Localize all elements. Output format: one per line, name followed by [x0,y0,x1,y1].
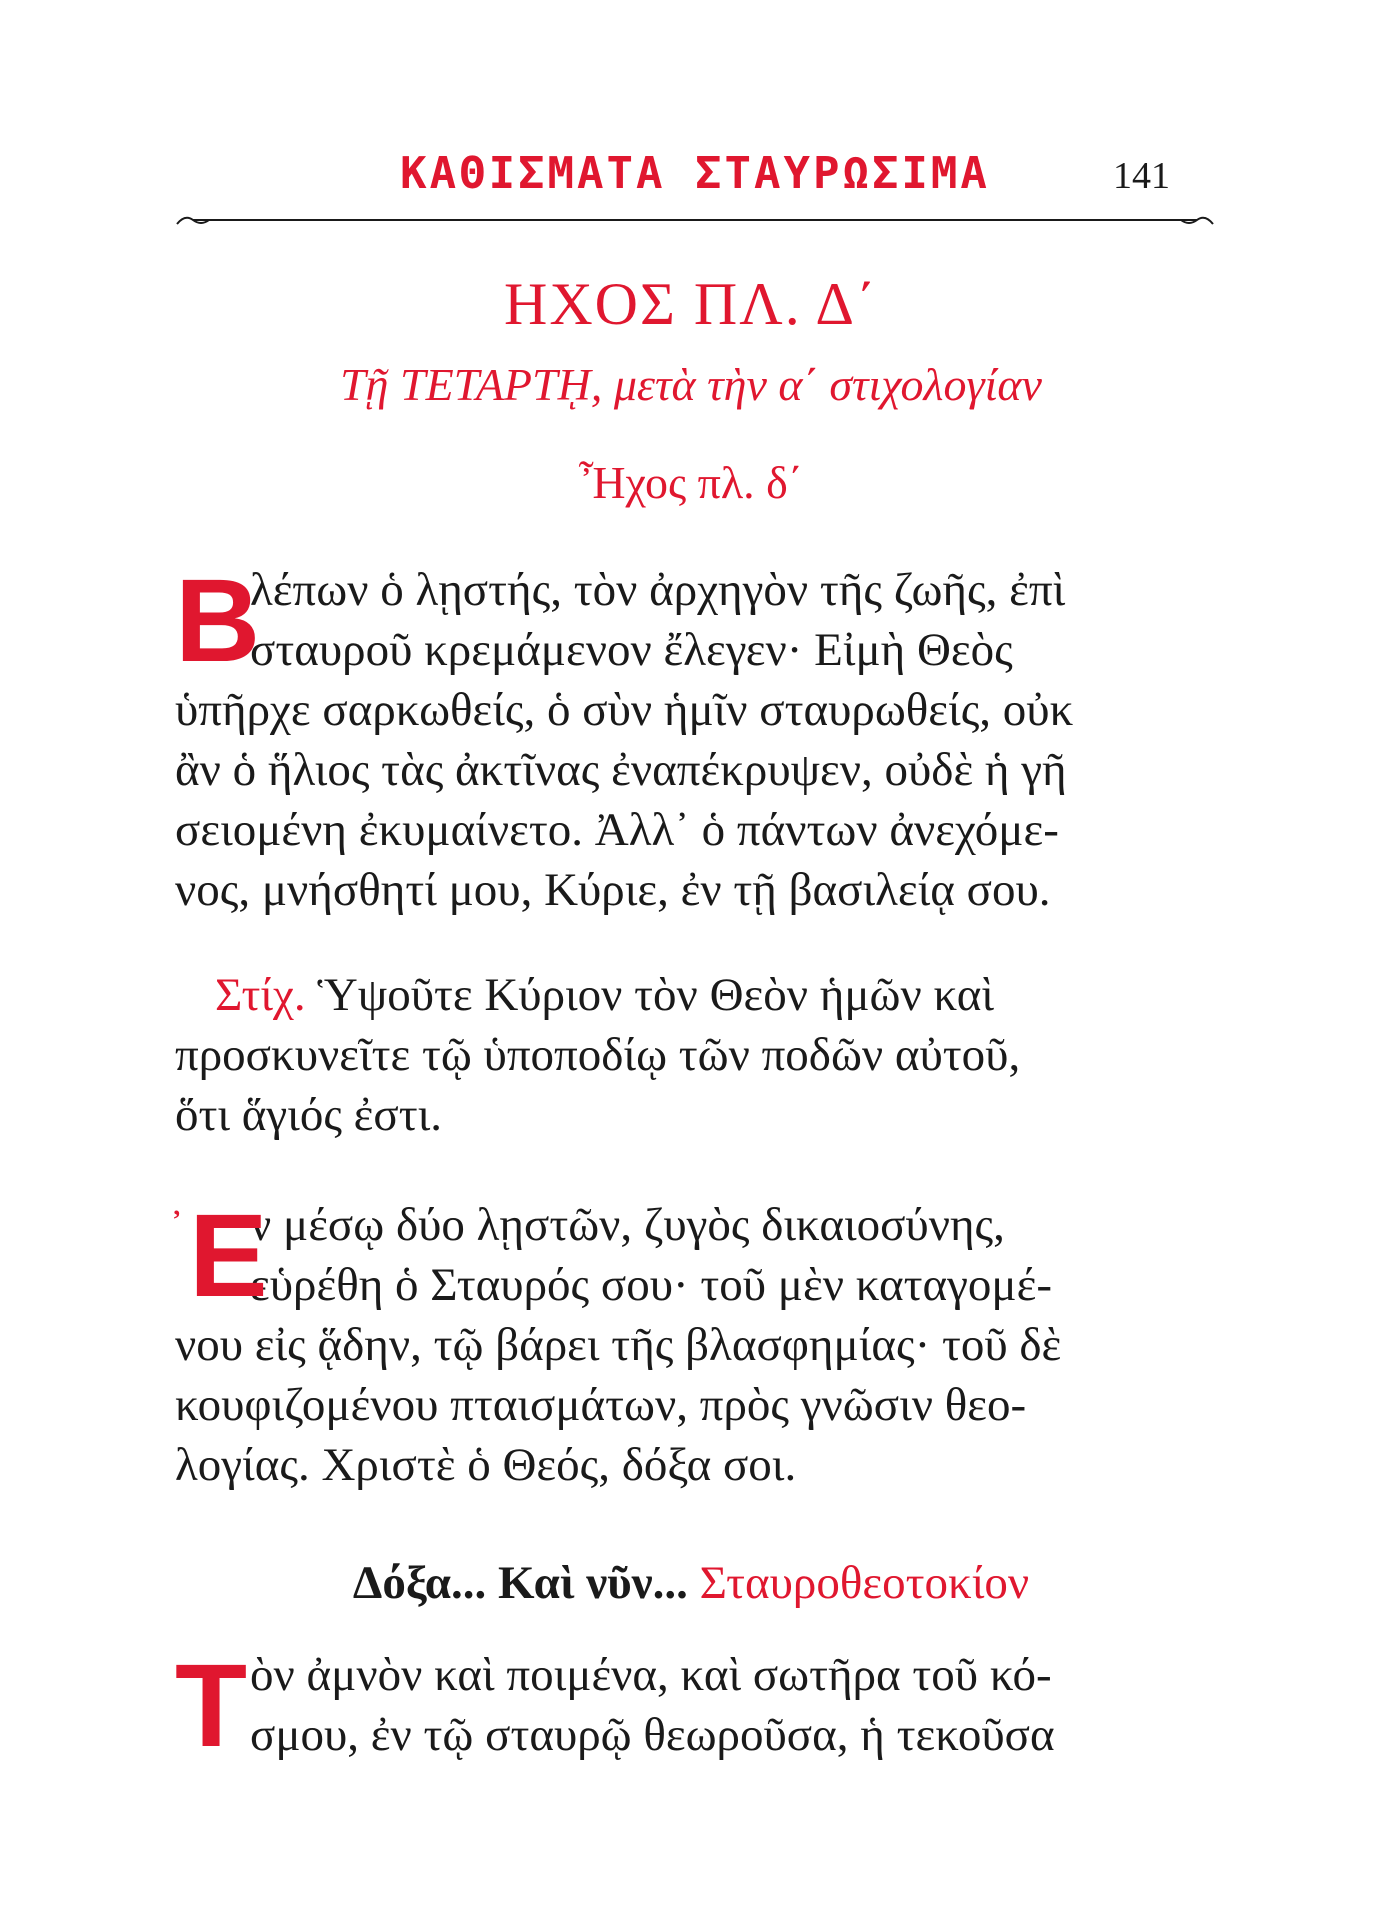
hymn-line: κουφιζομένου πταισμάτων, πρὸς γνῶσιν θεο- [175,1379,1027,1431]
hymn-2 [169,1190,1230,1495]
verse-label: Στίχ. [215,969,306,1021]
verse-first-line [175,965,1230,1025]
doxa-bold-text: Δόξα... Καὶ νῦν... [352,1557,688,1609]
hymn-line: ν μέσῳ δύο λῃστῶν, ζυγὸς δικαιοσύνης, [250,1199,1005,1251]
hymn-line: εὑρέθη ὁ Σταυρός σου· τοῦ μὲν καταγομέ- [250,1259,1053,1311]
hymn-line: σταυροῦ κρεμάμενον ἔλεγεν· Εἰμὴ Θεὸς [250,624,1013,676]
verse-block [175,965,1230,1145]
header-rule-ornament [175,210,1215,234]
hymn-3 [175,1640,1230,1772]
drop-cap-initial: Τ [175,1640,248,1772]
mode-label: Ἦχος πλ. δ΄ [578,457,804,508]
rubric-line: Τῇ ΤΕΤΑΡΤῌ, μετὰ τὴν α΄ στιχολογίαν [340,359,1042,410]
hymn-line: ὸν ἀμνὸν καὶ ποιμένα, καὶ σωτῆρα τοῦ κό- [250,1649,1052,1701]
verse-text: Ὑψοῦτε Κύριον τὸν Θεὸν ἡμῶν καὶ [305,969,994,1021]
page-number: 141 [1113,155,1170,197]
drop-cap-initial: Β [175,555,261,687]
running-header [175,138,1215,218]
hymn-line: ὑπῆρχε σαρκωθείς, ὁ σὺν ἡμῖν σταυρωθείς, οὐκ [175,684,1074,736]
verse-line: προσκυνεῖτε τῷ ὑποποδίῳ τῶν ποδῶν αὐτοῦ, [175,1029,1021,1081]
header-title: ΚΑΘΙΣΜΑΤΑ ΣΤΑΥΡΩΣΙΜΑ [400,148,990,199]
hymn-1 [175,555,1230,920]
hymn-line: λογίας. Χριστὲ ὁ Θεός, δόξα σοι. [175,1439,797,1491]
drop-cap-initial: Ε [189,1190,268,1322]
doxa-heading [0,1556,1382,1610]
hymn-line: νος, μνήσθητί μου, Κύριε, ἐν τῇ βασιλείᾳ σου. [175,864,1051,916]
hymn-line: σειομένη ἐκυμαίνετο. Ἀλλ᾽ ὁ πάντων ἀνεχόμε- [175,804,1059,856]
hymn-line: νου εἰς ᾅδην, τῷ βάρει τῆς βλασφημίας· τοῦ δὲ [175,1319,1062,1371]
tone-heading: ΗΧΟΣ ΠΛ. Δ΄ [503,271,878,337]
stavrotheotokion-label: Σταυροθεοτοκίον [699,1557,1030,1609]
hymn-line: λέπων ὁ λῃστής, τὸν ἀρχηγὸν τῆς ζωῆς, ἐπὶ [250,564,1066,616]
verse-line: ὅτι ἅγιός ἐστι. [175,1089,443,1141]
breathing-mark: ᾿ [169,1201,185,1252]
hymn-line: σμου, ἐν τῷ σταυρῷ θεωροῦσα, ἡ τεκοῦσα [250,1709,1055,1761]
hymn-line: ἂν ὁ ἥλιος τὰς ἀκτῖνας ἐναπέκρυψεν, οὐδὲ ἡ γῆ [175,744,1067,796]
